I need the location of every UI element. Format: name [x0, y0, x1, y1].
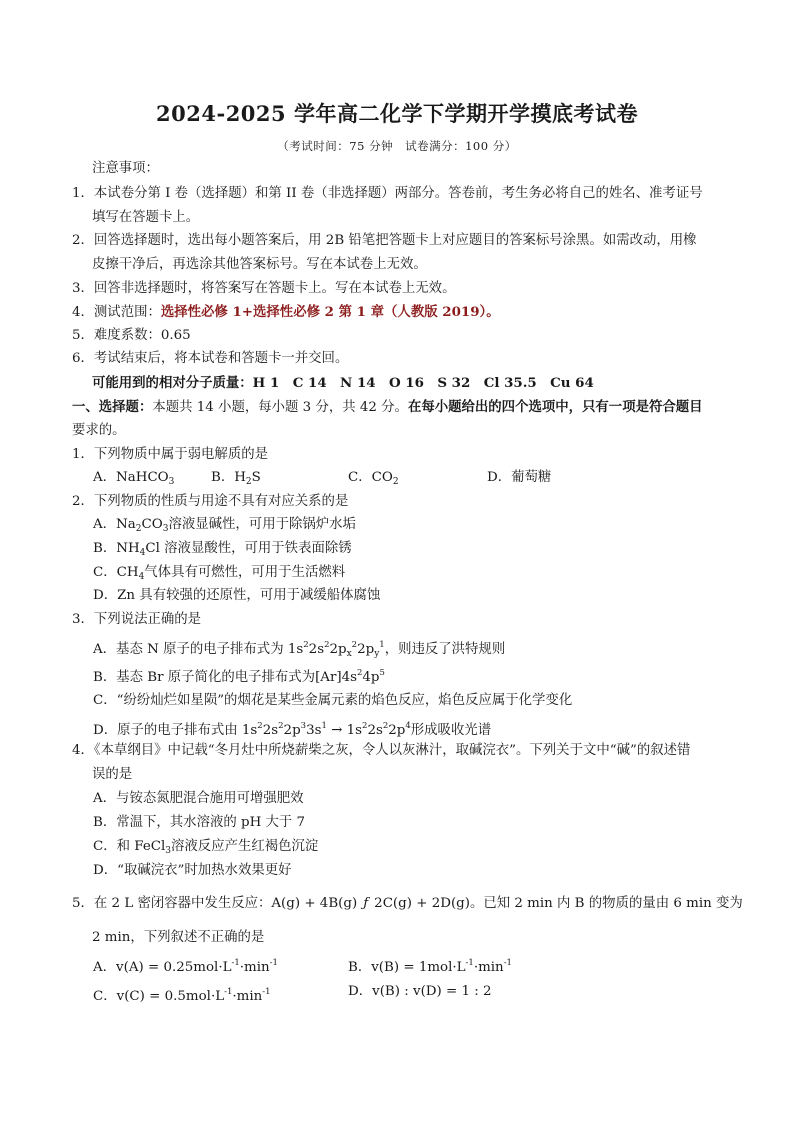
q4-stem-line-1: 4．《本草纲目》中记载“冬月灶中所烧薪柴之灰，令人以灰淋汁，取碱浣衣”。下列关于文中“碱”的叙述错: [72, 743, 691, 758]
q4-stem-line-2: 误的是: [92, 767, 133, 782]
q2-stem: 2．下列物质的性质与用途不具有对应关系的是: [72, 494, 349, 509]
note-4: [72, 303, 500, 322]
q3-stem: 3．下列说法正确的是: [72, 612, 202, 627]
exam-subtitle: （考试时间：75 分钟 试卷满分：100 分）: [277, 139, 517, 153]
note-2-line-1: 2．回答选择题时，选出每小题答案后，用 2B 铅笔把答题卡上对应题目的答案标号涂黑。如需改动，用橡: [72, 233, 697, 248]
q1-option-a: A．NaHCO$_3$: [93, 470, 175, 487]
section-1-label: 一、选择题：: [72, 399, 153, 415]
q3-option-d: D．原子的电子排布式由 $1s^22s^22p^33s^1 \to 1s^22s^22p^4$形成吸收光谱: [93, 721, 492, 738]
q1-stem: 1．下列物质中属于弱电解质的是: [72, 447, 268, 462]
note-1-line-1: 1．本试卷分第 I 卷（选择题）和第 II 卷（非选择题）两部分。答卷前，考生务必将自己的姓名、准考证号: [72, 186, 703, 201]
q5-option-a: A．$v(A) = 0.25mol\cdot L^{-1}\cdot\min^{-1}$: [93, 958, 278, 975]
q4-option-c: C．和 FeCl$_3$溶液反应产生红褐色沉淀: [93, 839, 319, 856]
q1-option-b: B．$H_2S$: [211, 470, 261, 487]
q2-option-c: C．$CH_4$气体具有可燃性，可用于生活燃料: [93, 565, 346, 582]
section-1-desc-a: 本题共 14 小题，每小题 3 分，共 42 分。: [152, 400, 408, 415]
q4-option-a: A．与铵态氮肥混合施用可增强肥效: [93, 791, 304, 806]
q2-option-a: A．$Na_2CO_3$溶液显碱性，可用于除锅炉水垢: [93, 517, 356, 534]
q2-option-d: D．Zn 具有较强的还原性，可用于减缓船体腐蚀: [93, 588, 381, 603]
molar-mass-line: 可能用到的相对分子质量：H 1 C 14 N 14 O 16 S 32 Cl 35.5 Cu 64: [92, 375, 594, 391]
q5-option-c: C．$v(C) = 0.5mol\cdot L^{-1}\cdot\min^{-1}$: [93, 987, 271, 1004]
q3-option-a: A．基态 N 原子的电子排布式为 $1s^22s^22p_x^22p_y^1$，则违反了洪特规则: [93, 640, 506, 659]
q5-stem-line-1: 5．在 2 L 密闭容器中发生反应：A(g) + 4B(g) ƒ 2C(g) + 2D(g)。已知 2 min 内 B 的物质的量由 6 min 变为: [72, 896, 743, 911]
note-4-label: 4．测试范围：: [72, 305, 161, 320]
note-5: 5．难度系数：0.65: [72, 328, 191, 343]
q1-option-c: C．$CO_2$: [348, 470, 399, 487]
q1-option-d: D．葡萄糖: [487, 470, 552, 485]
notes-heading: 注意事项：: [92, 161, 159, 176]
q5-stem-line-2: 2 min，下列叙述不正确的是: [92, 930, 265, 945]
q4-option-d: D．“取碱浣衣”时加热水效果更好: [93, 863, 292, 878]
note-6: 6．考试结束后，将本试卷和答题卡一并交回。: [72, 351, 349, 366]
q2-option-b: B．$NH_4Cl$ 溶液显酸性，可用于铁表面除锈: [93, 541, 352, 558]
exam-title: 2024-2025 学年高二化学下学期开学摸底考试卷: [156, 101, 638, 126]
note-4-end: 。: [486, 304, 500, 320]
q4-option-b: B．常温下，其水溶液的 pH 大于 7: [93, 815, 306, 830]
q5-option-d: D．v(B) : v(D) = 1 : 2: [348, 984, 492, 999]
q3-option-c: C．“纷纷灿烂如星陨”的烟花是某些金属元素的焰色反应，焰色反应属于化学变化: [93, 693, 573, 708]
section-1-desc-c: 要求的。: [72, 423, 126, 438]
note-3: 3．回答非选择题时，将答案写在答题卡上。写在本试卷上无效。: [72, 281, 456, 296]
test-scope: 选择性必修 1+选择性必修 2 第 1 章（人教版 2019）: [160, 304, 487, 320]
note-2-line-2: 皮擦干净后，再选涂其他答案标号。写在本试卷上无效。: [92, 257, 427, 272]
section-1-desc-b: 在每小题给出的四个选项中，只有一项是符合题目: [407, 399, 703, 415]
q3-option-b: B．基态 Br 原子简化的电子排布式为$[Ar]4s^24p^5$: [93, 668, 385, 685]
note-1-line-2: 填写在答题卡上。: [92, 210, 200, 225]
equilibrium-arrow: ƒ: [363, 896, 369, 911]
section-1-heading: [72, 398, 703, 417]
q5-option-b: B．$v(B) = 1mol\cdot L^{-1}\cdot\min^{-1}$: [348, 958, 512, 975]
